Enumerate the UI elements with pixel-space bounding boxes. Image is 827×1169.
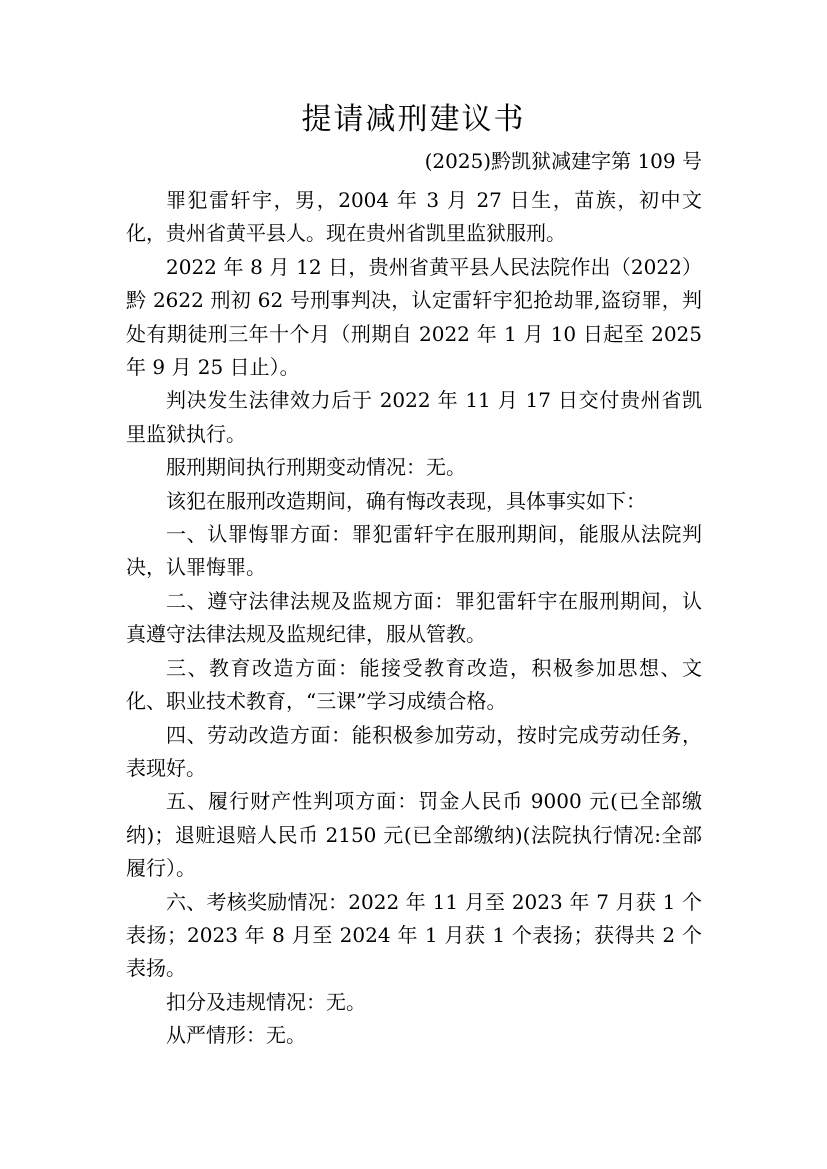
paragraph-sentence-change: 服刑期间执行刑期变动情况：无。	[166, 455, 466, 480]
paragraph-education: 三、教育改造方面：能接受教育改造，积极参加思想、文化、职业技术教育，“三课”学习成绩合格。	[126, 655, 702, 714]
paragraph-deductions: 扣分及违规情况：无。	[166, 989, 366, 1014]
paragraph-admission-of-guilt: 一、认罪悔罪方面：罪犯雷轩宇在服刑期间，能服从法院判决，认罪悔罪。	[126, 522, 702, 580]
paragraph-criminal-info: 罪犯雷轩宇，男，2004 年 3 月 27 日生，苗族，初中文化，贵州省黄平县人。现在贵州省凯里监狱服刑。	[126, 188, 702, 246]
paragraph-delivery: 判决发生法律效力后于 2022 年 11 月 17 日交付贵州省凯里监狱执行。	[126, 388, 702, 446]
paragraph-law-compliance: 二、遵守法律法规及监规方面：罪犯雷轩宇在服刑期间，认真遵守法律法规及监规纪律，服从管教。	[126, 588, 702, 647]
document-body	[126, 184, 702, 1053]
paragraph-judgment: 2022 年 8 月 12 日，贵州省黄平县人民法院作出（2022）黔 2622 刑初 62 号刑事判决，认定雷轩宇犯抢劫罪,盗窃罪，判处有期徒刑三年十个月（刑期自 2022 年 1 月 10 日起至 2025 年 9 月 25 日止）。	[126, 254, 702, 380]
paragraph-repentance-intro: 该犯在服刑改造期间，确有悔改表现，具体事实如下：	[166, 488, 646, 513]
paragraph-labor: 四、劳动改造方面：能积极参加劳动，按时完成劳动任务，表现好。	[126, 722, 702, 780]
paragraph-strict-circumstances: 从严情形：无。	[166, 1023, 306, 1048]
document-title: 提请减刑建议书	[301, 102, 526, 137]
paragraph-rewards: 六、考核奖励情况：2022 年 11 月至 2023 年 7 月获 1 个表扬；2023 年 8 月至 2024 年 1 月获 1 个表扬；获得共 2 个表扬。	[126, 889, 702, 981]
paragraph-property-judgment: 五、履行财产性判项方面：罚金人民币 9000 元(已全部缴纳)；退赃退赔人民币 2150 元(已全部缴纳)(法院执行情况:全部履行）。	[126, 789, 702, 881]
document-number: (2025)黔凯狱减建字第 109 号	[424, 149, 702, 173]
